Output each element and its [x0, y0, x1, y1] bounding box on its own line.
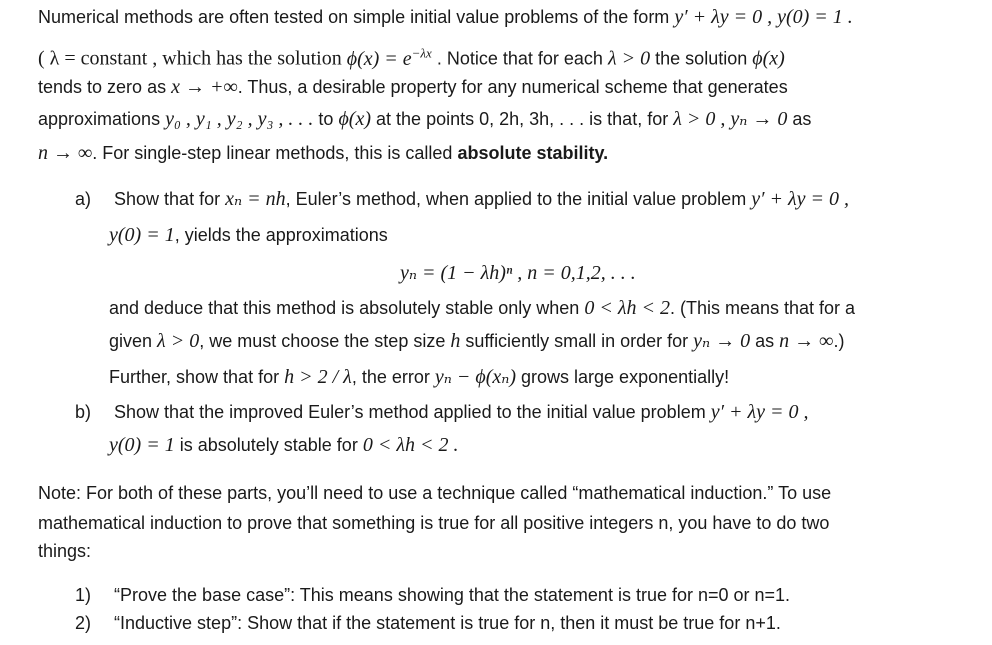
math-solution: $\phi(x) = e^{-\lambda x}$ [346, 45, 432, 70]
step-item-1 [75, 584, 790, 608]
part-text: as [755, 331, 775, 351]
intro-text: tends to zero as [38, 77, 167, 97]
step-item-2 [75, 612, 781, 636]
intro-text: . Thus, a desirable property for any numerical scheme that generates [237, 77, 788, 97]
part-label: a) [75, 189, 92, 209]
part-text: sufficiently small in order for [465, 331, 689, 351]
note-line-1 [38, 482, 831, 506]
math-xn: xₙ = nh [225, 188, 286, 210]
math-ivp: y′ + λy = 0 , [710, 401, 809, 423]
part-a-line-2 [109, 224, 388, 248]
math-euler-approx: yₙ = (1 − λh)ⁿ , n = 0,1,2, . . . [400, 262, 636, 284]
part-text: , the error [351, 367, 430, 387]
part-label: b) [75, 402, 92, 422]
math-phi: ϕ(x) [338, 108, 372, 130]
part-text: . (This means that for a [669, 298, 856, 318]
part-text: is absolutely stable for [179, 435, 358, 455]
part-text: grows large exponentially! [521, 367, 730, 387]
intro-line-4 [38, 108, 811, 132]
math-lambda-positive: λ > 0 [157, 330, 200, 352]
math-convergence: yₙ → 0 [693, 330, 751, 352]
math-initial: y(0) = 1 [109, 434, 175, 456]
math-limit: x → +∞ [171, 76, 238, 98]
intro-text: . For single-step linear methods, this is called [92, 143, 453, 163]
math-error: yₙ − ϕ(xₙ) [434, 366, 516, 388]
intro-line-3 [38, 76, 788, 100]
step-label: 1) [75, 585, 92, 605]
part-text: Further, show that for [109, 367, 280, 387]
intro-text: approximations [38, 109, 161, 129]
math-lambda-positive: λ > 0 [607, 47, 651, 70]
step-label: 2) [75, 613, 92, 633]
math-initial: y(0) = 1 [109, 224, 175, 246]
math-h-bound: h > 2 / λ [284, 366, 352, 388]
math-h: h [450, 330, 461, 352]
step-text: “Inductive step”: Show that if the statement is true for n, then it must be true for n+1. [114, 613, 781, 633]
intro-text: . Notice that for each [436, 48, 603, 69]
intro-line-2 [38, 42, 785, 70]
step-text: “Prove the base case”: This means showing that the statement is true for n=0 or n=1. [114, 585, 791, 605]
part-text: , we must choose the step size [199, 331, 446, 351]
math-limit: n → ∞ [38, 142, 93, 164]
part-text: , Euler’s method, when applied to the initial value problem [285, 189, 747, 209]
part-a-line-3 [109, 297, 855, 321]
intro-text: ( λ = constant , which has the solution [38, 47, 342, 70]
part-text: , yields the approximations [174, 225, 388, 245]
math-stability: 0 < λh < 2 . [362, 434, 459, 456]
math-ivp: y′ + λy = 0 , y(0) = 1 . [674, 6, 853, 28]
part-text: Show that the improved Euler’s method applied to the initial value problem [114, 402, 706, 422]
intro-text: at the points 0, 2h, 3h, . . . is that, for [376, 109, 669, 129]
part-text: Show that for [114, 189, 221, 209]
note-text: Note: For both of these parts, you’ll need to use a technique called “mathematical induction.” To use [38, 483, 832, 503]
part-b-line-2 [109, 434, 458, 458]
intro-line-5 [38, 142, 608, 166]
intro-text: Numerical methods are often tested on simple initial value problems of the form [38, 7, 670, 27]
part-a-line-1 [75, 188, 849, 212]
note-line-3 [38, 540, 91, 564]
part-a-line-4 [109, 330, 844, 354]
note-text: things: [38, 541, 92, 561]
bold-term: absolute stability. [457, 143, 609, 163]
part-text: given [109, 331, 153, 351]
part-a-line-5 [109, 366, 729, 390]
intro-text: as [792, 109, 812, 129]
part-b-line-1 [75, 401, 809, 425]
math-convergence: λ > 0 , yₙ → 0 [673, 108, 788, 130]
math-ivp: y′ + λy = 0 , [751, 188, 849, 210]
note-text: mathematical induction to prove that something is true for all positive integers n, you have to do two [38, 513, 830, 533]
intro-text: to [318, 109, 334, 129]
part-a-equation [400, 262, 636, 286]
intro-line-1 [38, 6, 853, 30]
part-text: and deduce that this method is absolutely stable only when [109, 298, 580, 318]
math-phi: ϕ(x) [752, 47, 785, 70]
note-line-2 [38, 512, 829, 536]
intro-text: the solution [655, 48, 748, 69]
math-sequence: y₀ , y₁ , y₂ , y₃ , . . . [165, 108, 314, 130]
part-text: .) [833, 331, 845, 351]
math-limit: n → ∞ [779, 330, 834, 352]
math-stability: 0 < λh < 2 [584, 297, 670, 319]
